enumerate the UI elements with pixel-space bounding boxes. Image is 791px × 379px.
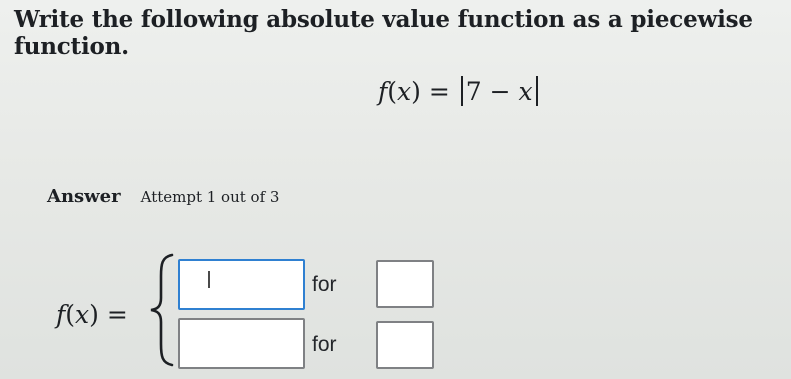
- attempt-counter: Attempt 1 out of 3: [140, 188, 280, 206]
- piecewise-brace: [146, 252, 176, 368]
- abs-bar-right: [536, 76, 538, 106]
- piecewise-lhs: f(x) =: [56, 300, 128, 329]
- piece-1-condition-input[interactable]: [376, 260, 434, 308]
- answer-header: [47, 186, 279, 207]
- piece-2-expression-input[interactable]: [178, 318, 305, 369]
- for-label-2: for: [312, 333, 337, 356]
- function-name: f: [378, 77, 388, 106]
- text-cursor: [208, 271, 210, 288]
- given-function: f(x) = 7 − x: [378, 76, 541, 106]
- piece-2-condition-input[interactable]: [376, 321, 434, 369]
- question-text: Write the following absolute value function as a piecewise function.: [14, 6, 753, 60]
- answer-label: Answer: [47, 186, 121, 207]
- abs-bar-left: [461, 76, 463, 106]
- for-label-1: for: [312, 273, 337, 296]
- piece-1-expression-input[interactable]: [178, 259, 305, 310]
